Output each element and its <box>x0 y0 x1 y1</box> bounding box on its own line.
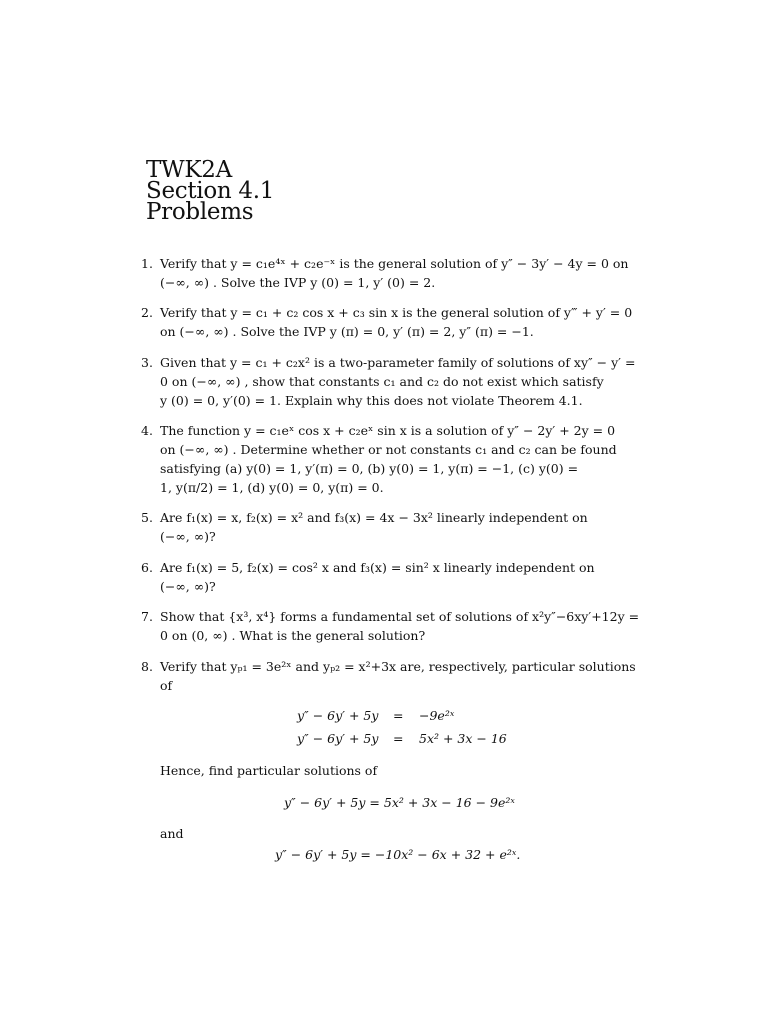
problems-title: Problems <box>146 199 254 225</box>
system-row-1-lhs: y″ − 6y′ + 5y <box>297 708 379 723</box>
problem-number: 1. <box>141 256 153 271</box>
problem-line: Given that y = c₁ + c₂x² is a two-parameter family of solutions of xy″ − y′ = <box>160 355 636 370</box>
problem-8 <box>141 657 645 697</box>
problem-1 <box>141 254 645 294</box>
problem-number: 3. <box>141 355 153 370</box>
problem-number: 7. <box>141 609 153 624</box>
problem-3 <box>141 353 645 413</box>
problem-number: 4. <box>141 423 153 438</box>
problem-7 <box>141 607 645 647</box>
problem-line: on (−∞, ∞) . Determine whether or not constants c₁ and c₂ can be found <box>160 442 617 457</box>
hence-text: Hence, find particular solutions of <box>160 763 378 778</box>
problem-line: Verify that y = c₁ + c₂ cos x + c₃ sin x is the general solution of y‴ + y′ = 0 <box>160 305 633 320</box>
problem-2 <box>141 303 645 343</box>
system-row-1-equals: = <box>393 708 404 723</box>
problem-line: (−∞, ∞) . Solve the IVP y (0) = 1, y′ (0) = 2. <box>160 275 436 290</box>
particular-equation-1: y″ − 6y′ + 5y = 5x² + 3x − 16 − 9e²ˣ <box>284 795 515 810</box>
problem-line: y (0) = 0, y′(0) = 1. Explain why this does not violate Theorem 4.1. <box>160 393 583 408</box>
section-title: Section 4.1 <box>146 178 275 204</box>
problem-line: The function y = c₁eˣ cos x + c₂eˣ sin x is a solution of y″ − 2y′ + 2y = 0 <box>160 423 616 438</box>
problem-5 <box>141 508 645 548</box>
system-row-2-lhs: y″ − 6y′ + 5y <box>297 731 379 746</box>
problem-line: Verify that y = c₁e⁴ˣ + c₂e⁻ˣ is the general solution of y″ − 3y′ − 4y = 0 on <box>160 256 629 271</box>
and-text: and <box>160 826 184 841</box>
system-row-2-rhs: 5x² + 3x − 16 <box>419 731 507 746</box>
problem-line: (−∞, ∞)? <box>160 579 216 594</box>
particular-equation-2: y″ − 6y′ + 5y = −10x² − 6x + 32 + e²ˣ. <box>275 847 521 862</box>
problem-number: 8. <box>141 659 153 674</box>
document-heading <box>146 157 275 225</box>
problem-line: Are f₁(x) = 5, f₂(x) = cos² x and f₃(x) = sin² x linearly independent on <box>160 560 595 575</box>
problem-line: 0 on (0, ∞) . What is the general solution? <box>160 628 426 643</box>
problem-4 <box>141 421 645 499</box>
problem-line: 1, y(π/2) = 1, (d) y(0) = 0, y(π) = 0. <box>160 480 384 495</box>
course-code: TWK2A <box>146 157 232 183</box>
problem-number: 2. <box>141 305 153 320</box>
problem-number: 6. <box>141 560 153 575</box>
system-row-1-rhs: −9e²ˣ <box>419 708 455 723</box>
problem-number: 5. <box>141 510 153 525</box>
problem-line: of <box>160 678 173 693</box>
problem-line: Verify that yₚ₁ = 3e²ˣ and yₚ₂ = x²+3x are, respectively, particular solutions <box>160 659 636 674</box>
problem-line: 0 on (−∞, ∞) , show that constants c₁ and c₂ do not exist which satisfy <box>160 374 604 389</box>
problem-line: satisfying (a) y(0) = 1, y′(π) = 0, (b) y(0) = 1, y(π) = −1, (c) y(0) = <box>160 461 579 476</box>
problem-line: Are f₁(x) = x, f₂(x) = x² and f₃(x) = 4x − 3x² linearly independent on <box>160 510 588 525</box>
system-row-2-equals: = <box>393 731 404 746</box>
problem-6 <box>141 558 645 598</box>
problem-line: on (−∞, ∞) . Solve the IVP y (π) = 0, y′ (π) = 2, y″ (π) = −1. <box>160 324 534 339</box>
problem-line: (−∞, ∞)? <box>160 529 216 544</box>
problem-line: Show that {x³, x⁴} forms a fundamental set of solutions of x²y″−6xy′+12y = <box>160 609 640 624</box>
